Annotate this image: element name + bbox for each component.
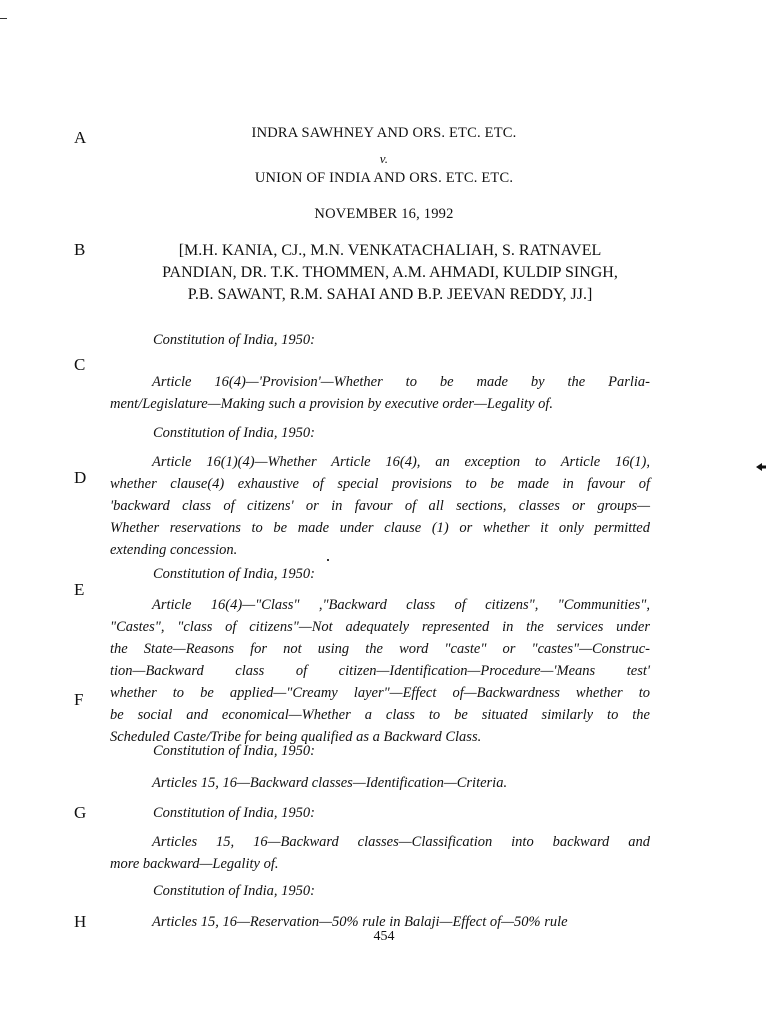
margin-tick-mark (0, 18, 7, 19)
headnote-line: ment/Legislature—Making such a provision by executive order—Legality of. (110, 396, 553, 412)
margin-letter-h: H (74, 912, 87, 931)
margin-letter-e: E (74, 580, 85, 599)
headnote-line: extending concession. (110, 542, 238, 558)
section-subject: Constitution of India, 1950: (153, 332, 315, 348)
headnote-line: whether to be applied—"Creamy layer"—Effect of—Backwardness whether to (110, 685, 650, 701)
headnote-line: Articles 15, 16—Backward classes—Classification into backward and (152, 834, 650, 850)
headnote-paragraph (110, 451, 650, 561)
bench-line: [M.H. KANIA, CJ., M.N. VENKATACHALIAH, S. RATNAVEL (178, 242, 602, 259)
stray-mark (327, 559, 329, 561)
bench-line: P.B. SAWANT, R.M. SAHAI AND B.P. JEEVAN REDDY, JJ.] (187, 286, 593, 303)
case-respondent: UNION OF INDIA AND ORS. ETC. ETC. (254, 170, 514, 186)
case-versus: v. (379, 151, 389, 166)
section-subject: Constitution of India, 1950: (153, 883, 315, 899)
bench-list (100, 240, 680, 306)
margin-letter-f: F (74, 690, 84, 709)
headnote-line: the State—Reasons for not using the word "caste" or "castes"—Construc- (110, 641, 650, 657)
headnote-line: Article 16(4)—'Provision'—Whether to be made by the Parlia- (152, 374, 650, 390)
judgment-date: NOVEMBER 16, 1992 (314, 206, 454, 222)
headnote-paragraph (110, 831, 650, 875)
headnote-line: tion—Backward class of citizen—Identification—Procedure—'Means test' (110, 663, 650, 679)
margin-letter-b: B (74, 240, 86, 259)
headnote-line: Articles 15, 16—Backward classes—Identification—Criteria. (152, 775, 508, 791)
headnote-paragraph (110, 594, 650, 748)
headnote-line: Whether reservations to be made under clause (1) or whether it only permitted (110, 520, 650, 536)
section-subject: Constitution of India, 1950: (153, 566, 315, 582)
headnote-line: more backward—Legality of. (110, 856, 279, 872)
headnote-line: whether clause(4) exhaustive of special provisions to be made in favour of (110, 476, 650, 492)
section-subject: Constitution of India, 1950: (153, 743, 315, 759)
headnote-line: 'backward class of citizens' or in favour of all sections, classes or groups— (110, 498, 650, 514)
margin-letter-d: D (74, 468, 87, 487)
section-subject: Constitution of India, 1950: (153, 425, 315, 441)
headnote-line: be social and economical—Whether a class to be situated similarly to the (110, 707, 650, 723)
headnote-line: "Castes", "class of citizens"—Not adequately represented in the services under (110, 619, 650, 635)
headnote-line: Articles 15, 16—Reservation—50% rule in Balaji—Effect of—50% rule (152, 914, 568, 930)
case-petitioner: INDRA SAWHNEY AND ORS. ETC. ETC. (251, 125, 517, 141)
section-subject: Constitution of India, 1950: (153, 805, 315, 821)
margin-letter-a: A (74, 128, 87, 147)
page-number: 454 (373, 929, 395, 944)
margin-letter-g: G (74, 803, 87, 822)
headnote-line: Article 16(4)—"Class" ,"Backward class of citizens", "Communities", (152, 597, 650, 613)
headnote-paragraph (110, 371, 650, 415)
left-arrow-icon (756, 462, 766, 472)
headnote-line: Scheduled Caste/Tribe for being qualified as a Backward Class. (110, 729, 482, 745)
bench-line: PANDIAN, DR. T.K. THOMMEN, A.M. AHMADI, KULDIP SINGH, (162, 264, 618, 281)
headnote-line: Article 16(1)(4)—Whether Article 16(4), an exception to Article 16(1), (152, 454, 650, 470)
margin-letter-c: C (74, 355, 86, 374)
headnote-paragraph (110, 772, 650, 794)
